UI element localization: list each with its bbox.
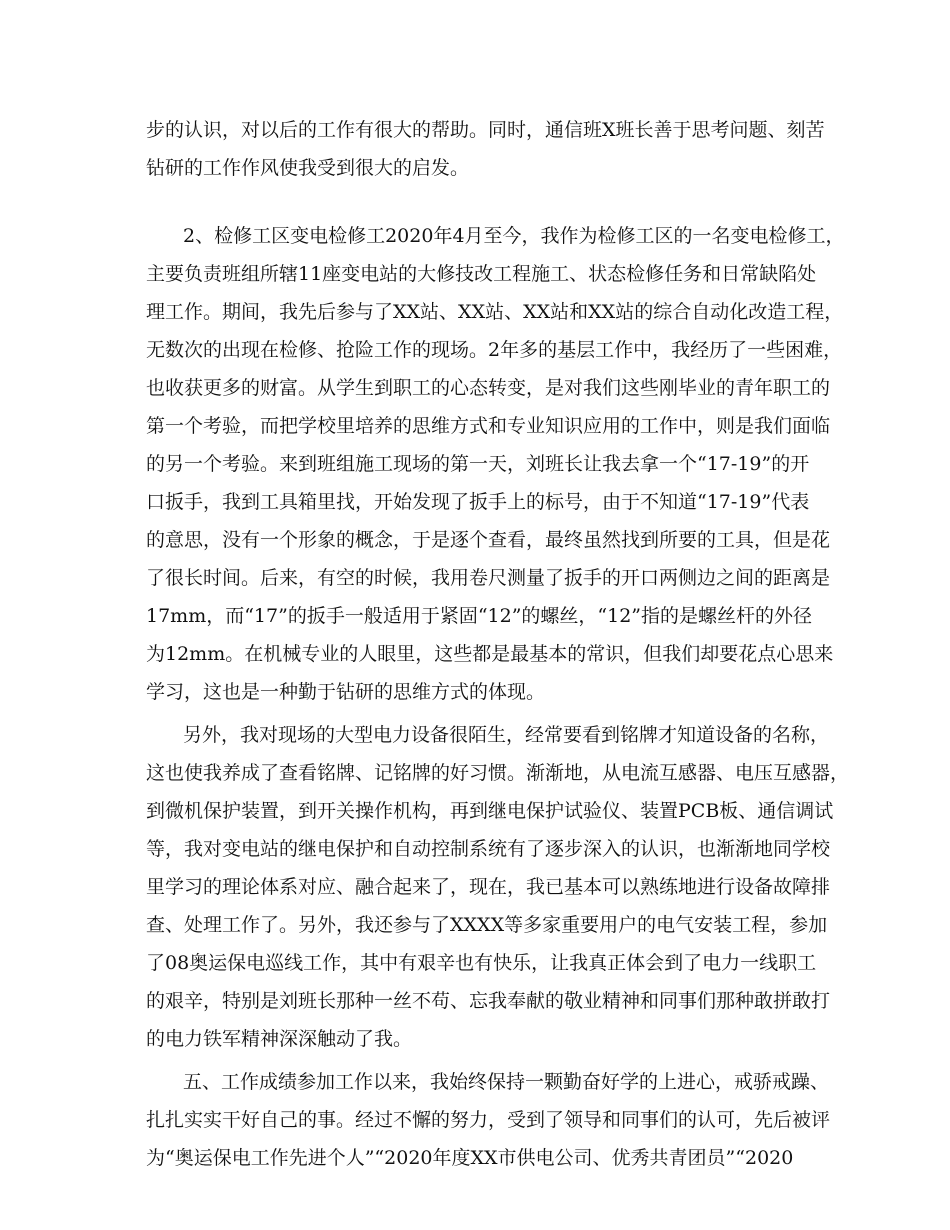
text-line: 的艰辛，特别是刘班长那种一丝不苟、忘我奉献的敬业精神和同事们那种敢拼敢打 bbox=[146, 990, 831, 1012]
text-line: 的意思，没有一个形象的概念，于是逐个查看，最终虽然找到所要的工具，但是花 bbox=[146, 529, 831, 551]
text-line: 为12mm。在机械专业的人眼里，这些都是最基本的常识，但我们却要花点心思来 bbox=[146, 643, 834, 665]
text-line: 另外，我对现场的大型电力设备很陌生，经常要看到铭牌才知道设备的名称， bbox=[183, 724, 830, 746]
text-line: 的另一个考验。来到班组施工现场的第一天，刘班长让我去拿一个“17-19”的开 bbox=[146, 453, 810, 475]
text-line: 扎扎实实干好自己的事。经过不懈的努力，受到了领导和同事们的认可，先后被评 bbox=[146, 1109, 831, 1131]
text-line: 主要负责班组所辖11座变电站的大修技改工程施工、状态检修任务和日常缺陷处 bbox=[146, 263, 817, 285]
text-line: 口扳手，我到工具箱里找，开始发现了扳手上的标号，由于不知道“17-19”代表 bbox=[146, 491, 810, 513]
text-line: 步的认识，对以后的工作有很大的帮助。同时，通信班X班长善于思考问题、刻苦 bbox=[146, 119, 825, 141]
text-line: 查、处理工作了。另外，我还参与了XXXX等多家重要用户的电气安装工程，参加 bbox=[146, 914, 828, 936]
text-line: 为“奥运保电工作先进个人”“2020年度XX市供电公司、优秀共青团员”“2020 bbox=[146, 1147, 794, 1169]
text-line: 17mm，而“17”的扳手一般适用于紧固“12”的螺丝，“12”指的是螺丝杆的外径 bbox=[146, 605, 813, 627]
text-line: 无数次的出现在检修、抢险工作的现场。2年多的基层工作中，我经历了一些困难， bbox=[146, 339, 843, 361]
text-line: 五、工作成绩参加工作以来，我始终保持一颗勤奋好学的上进心，戒骄戒躁、 bbox=[183, 1071, 830, 1093]
text-line: 里学习的理论体系对应、融合起来了，现在，我已基本可以熟练地进行设备故障排 bbox=[146, 876, 831, 898]
text-line: 了08奥运保电巡线工作，其中有艰辛也有快乐，让我真正体会到了电力一线职工 bbox=[146, 952, 817, 974]
text-line: 2、检修工区变电检修工2020年4月至今，我作为检修工区的一名变电检修工， bbox=[183, 225, 845, 247]
text-line: 理工作。期间，我先后参与了XX站、XX站、XX站和XX站的综合自动化改造工程， bbox=[146, 301, 844, 323]
text-line: 了很长时间。后来，有空的时候，我用卷尺测量了扳手的开口两侧边之间的距离是 bbox=[146, 567, 831, 589]
text-line: 到微机保护装置，到开关操作机构，再到继电保护试验仪、装置PCB板、通信调试 bbox=[146, 800, 834, 822]
text-line: 也收获更多的财富。从学生到职工的心态转变，是对我们这些刚毕业的青年职工的 bbox=[146, 377, 831, 399]
text-line: 的电力铁军精神深深触动了我。 bbox=[146, 1028, 413, 1050]
text-line: 等，我对变电站的继电保护和自动控制系统有了逐步深入的认识，也渐渐地同学校 bbox=[146, 838, 831, 860]
text-line: 这也使我养成了查看铭牌、记铭牌的好习惯。渐渐地，从电流互感器、电压互感器， bbox=[146, 762, 850, 784]
text-line: 钻研的工作作风使我受到很大的启发。 bbox=[146, 157, 470, 179]
text-line: 第一个考验，而把学校里培养的思维方式和专业知识应用的工作中，则是我们面临 bbox=[146, 415, 831, 437]
text-line: 学习，这也是一种勤于钻研的思维方式的体现。 bbox=[146, 681, 546, 703]
